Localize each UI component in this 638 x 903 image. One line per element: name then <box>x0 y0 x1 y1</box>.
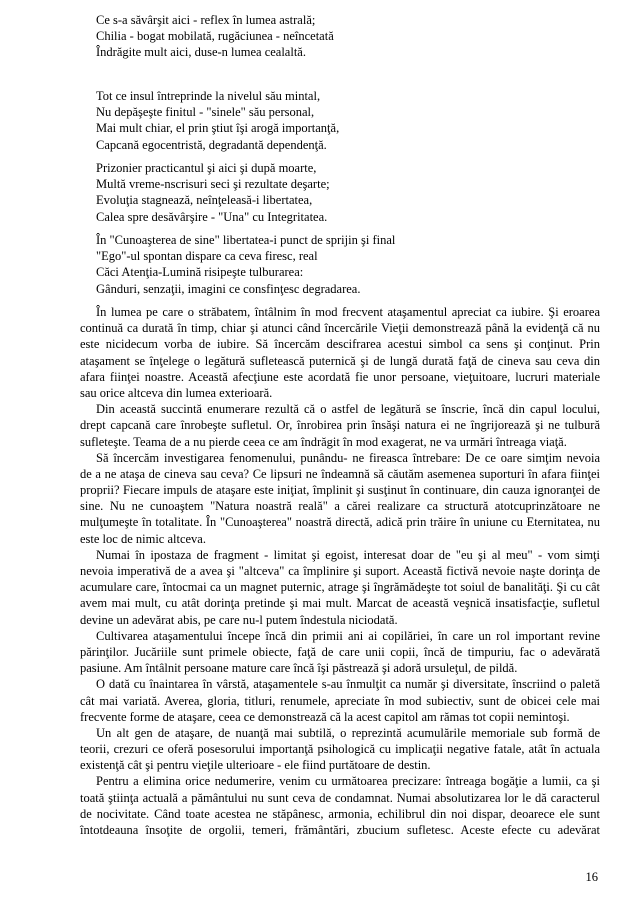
verse-line: "Ego"-ul spontan dispare ca ceva firesc, real <box>96 249 318 264</box>
verse-line: Prizonier practicantul şi aici şi după moarte, <box>96 161 317 175</box>
prose-line: sufleteşte. Teama de a nu pierde ceea ce am îndrăgit în mod exagerat, ne va urmări întreaga viaţă. <box>80 434 567 449</box>
prose-line: cât mai variată. Averea, gloria, titluri, renumele, apreciate în mod subiectiv, sunt de obicei cele mai <box>80 693 600 708</box>
prose-line: Pentru a elimina orice nedumerire, venim cu următoarea precizare: întreaga bogăţie a lumii, ca şi <box>96 774 600 789</box>
verse-line: Tot ce insul întreprinde la nivelul său mintal, <box>96 89 321 103</box>
poem-stanza-2 <box>96 88 616 153</box>
prose-line: pasiune. Am întâlnit persoane mature care încă îşi păstrează şi adoră ursuleţul, de pildă. <box>80 661 518 676</box>
prose-line: întotdeauna însoţite de orgolii, temeri, frământări, zbucium sufletesc. Aceste efecte cu adevărat <box>80 823 600 837</box>
prose-line: existenţă cât şi pentru vieţile ulterioare - ele fiind purtătoare de destin. <box>80 758 431 773</box>
verse-line: Gânduri, senzaţii, imagini ce consfinţesc degradarea. <box>96 281 361 296</box>
prose-line: În lumea pe care o străbatem, întâlnim în mod frecvent ataşamentul apreciat ca iubire. Şi eroarea <box>96 305 600 319</box>
prose-line: devine un adevărat abis, pe care nu-l putem îndestula niciodată. <box>80 612 398 627</box>
prose-line: părinţilor. Jucăriile sunt primele obiecte, faţă de care unii copii, încă de timpuriu, fac o adevărată <box>80 644 600 659</box>
verse-line: Evoluţia stagnează, neînţeleasă-i libertatea, <box>96 193 313 208</box>
prose-line: sine. Nu ne cunoaştem "Natura noastră reală" a cărei realizare ca structură atotcuprinzătoare ne <box>80 499 600 514</box>
page-number: 16 <box>585 870 598 884</box>
prose-line: afara fiinţei noastre. Această afecţiune este acordată fie unor persoane, vieţuitoare, lucruri materiale <box>80 369 600 384</box>
prose-line: mulţumeşte în totalitate. În "Cunoaşterea" noastră directă, adică prin trăire în uniune cu Eternitatea, nu <box>80 515 600 530</box>
verse-line: În "Cunoaşterea de sine" libertatea-i punct de sprijin şi final <box>96 233 396 247</box>
verse-line: Ce s-a săvârşit aici - reflex în lumea astrală; <box>96 13 316 27</box>
verse-line: Chilia - bogat mobilată, rugăciunea - neîncetată <box>96 29 334 44</box>
prose-line: sau orice altceva din lumea exterioară. <box>80 385 273 400</box>
prose-line: este loc de nimic altceva. <box>80 531 206 546</box>
prose-line: nevoia imperativă de a avea şi "altceva" ca împlinire şi suport. Această fictivă nevoie naşte dorinţa de <box>80 564 600 578</box>
prose-line: drept capcană care înrobeşte sufletul. Or, înrobirea prin însăşi natura ei ne îngrijorează şi ne tulbură <box>80 418 600 433</box>
poem-stanza-4 <box>96 232 616 297</box>
prose-line: Numai în ipostaza de fragment - limitat şi egoist, interesat doar de "eu şi al meu" - vom simţi <box>96 547 600 562</box>
verse-line: Mai mult chiar, el prin ştiut îşi arogă importanţă, <box>96 121 340 136</box>
prose-line: toată ştiinţa actuală a pământului nu sunt ceva de condamnat. Numai absolutizarea lor le dă caracterul <box>80 790 600 805</box>
verse-line: Capcană egocentristă, degradantă dependenţă. <box>96 137 327 152</box>
prose-line: Cultivarea ataşamentului începe încă din primii ani ai copilăriei, în care un rol important revine <box>96 628 600 643</box>
prose-line: de nocivitate. Când toate acestea ne stăpânesc, armonia, echilibrul din noi dispar, deoarece ele sunt <box>80 806 600 821</box>
prose-line: proprii? Fiecare impuls de ataşare este iniţiat, împlinit şi susţinut în continuare, din cauza ignoranţei de <box>80 483 600 498</box>
verse-line: Multă vreme-nscrisuri seci şi rezultate deşarte; <box>96 177 330 192</box>
prose-line: continuă ca durată în timp, chiar şi atunci când încercările Vieţii demonstrează până la evidenţă că nu <box>80 321 600 336</box>
prose-body <box>80 304 600 838</box>
prose-line: Din această succintă enumerare rezultă că o astfel de legătură se înscrie, încă din capul locului, <box>96 402 600 417</box>
verse-line: Îndrăgite mult aici, duse-n lumea cealaltă. <box>96 45 306 60</box>
verse-line: Calea spre desăvârşire - "Una" cu Integritatea. <box>96 209 328 224</box>
prose-line: frecvente forme de ataşare, ceea ce demonstrează că la acest capitol am rămas tot copii nemintoşi. <box>80 709 570 724</box>
prose-line: este nicidecum vorba de iubire. Să încercăm descifrarea acestui simbol ca sens şi conţinut. Prin <box>80 337 600 352</box>
prose-line: O dată cu înaintarea în vârstă, ataşamentele s-au înmulţit ca număr şi diversitate, înscriind o paletă <box>96 677 600 692</box>
poem-stanza-1 <box>96 12 616 61</box>
poem-stanza-3 <box>96 160 616 225</box>
prose-line: ataşament se înţelege o legătură sufletească puternică şi de lungă durată faţă de cineva sau ceva din <box>80 353 600 368</box>
verse-line: Nu depăşeşte finitul - "sinele" său personal, <box>96 105 315 120</box>
prose-line: Să încercăm investigarea fenomenului, punându- ne fireasca întrebare: De ce oare simţim nevoia <box>96 450 600 465</box>
prose-line: acumulare care, întocmai ca un magnet puternic, atrage şi îngrămădeşte tot soiul de banalităţi. Şi cu cât <box>80 580 600 595</box>
prose-line: avem mai mult, cu atât dorinţa pretinde şi mai mult. Marcat de această veşnică insatisfacţie, sufletul <box>80 596 600 611</box>
prose-line: teorii, crezuri ce oferă posesorului importanţă psihologică cu implicaţii negative fatale, atât în actuala <box>80 742 600 757</box>
prose-line: de a ne ataşa de cineva sau ceva? Ce lipsuri ne îndeamnă să căutăm asemenea suporturi în afara fiinţei <box>80 466 600 481</box>
verse-line: Căci Atenţia-Lumină risipeşte tulburarea: <box>96 265 304 280</box>
prose-line: Un alt gen de ataşare, de nuanţă mai subtilă, o reprezintă acumulările memoriale sub formă de <box>96 725 600 740</box>
